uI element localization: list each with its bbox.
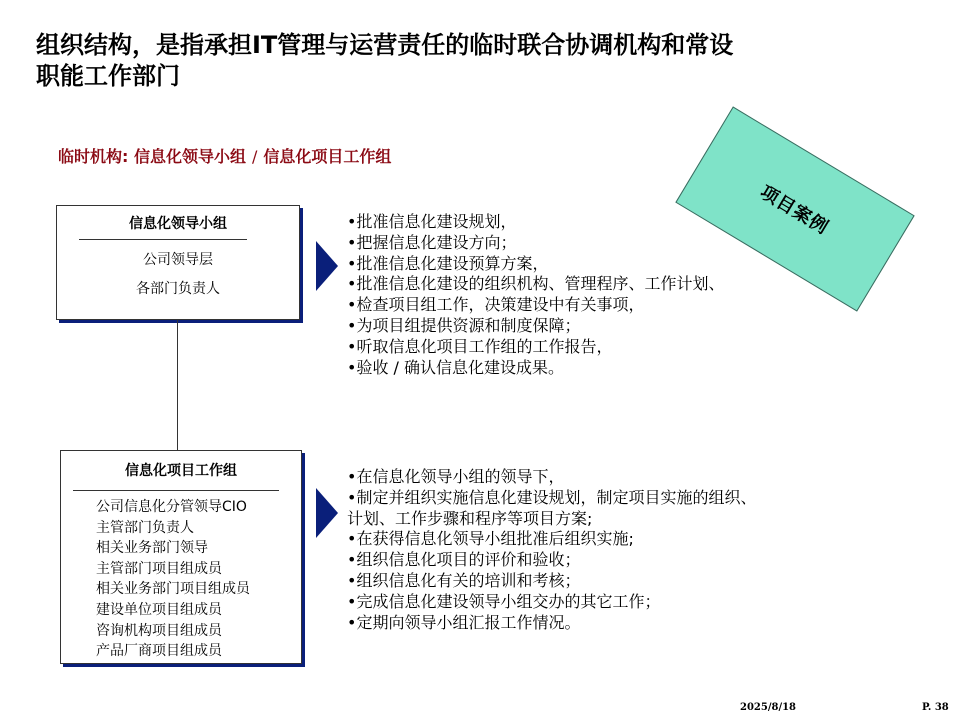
project-group-box <box>60 450 302 664</box>
leadership-duties-arrow-icon <box>316 241 338 291</box>
duty-item: •完成信息化建设领导小组交办的其它工作； <box>347 591 661 611</box>
leadership-group-box <box>56 205 300 320</box>
page-number: P. 38 <box>922 702 949 713</box>
duty-item: •检查项目组工作，决策建设中有关事项， <box>347 295 645 315</box>
section-subtitle <box>58 144 391 167</box>
project-case-label: 项目案例 <box>756 181 833 239</box>
duty-item: •在获得信息化领导小组批准后组织实施; <box>347 529 634 549</box>
footer-date: 2025/8/18 <box>740 702 797 713</box>
subtitle-separator: / <box>251 147 258 166</box>
project-group-member: 建设单位项目组成员 <box>96 601 222 618</box>
leadership-duties-list <box>347 212 724 378</box>
duty-item: •批准信息化建设预算方案， <box>347 253 549 273</box>
duty-item: •在信息化领导小组的领导下， <box>347 467 565 486</box>
project-group-member: 咨询机构项目组成员 <box>96 622 222 639</box>
leadership-group-title: 信息化领导小组 <box>129 216 227 232</box>
duty-item: •定期向领导小组汇报工作情况。 <box>347 612 581 632</box>
project-group-member: 相关业务部门项目组成员 <box>96 581 250 598</box>
page-title: 组织结构，是指承担IT管理与运营责任的临时联合协调机构和常设职能工作部门 <box>36 31 734 90</box>
project-group-members <box>96 497 301 662</box>
duty-item: •组织信息化有关的培训和考核； <box>347 570 581 590</box>
duty-item: •为项目组提供资源和制度保障； <box>347 315 581 335</box>
project-group-member: 相关业务部门领导 <box>96 540 208 557</box>
project-group-title: 信息化项目工作组 <box>125 463 237 479</box>
duty-item: •批准信息化建设的组织机构、管理程序、工作计划、 <box>347 274 725 294</box>
project-duties-list <box>347 467 756 633</box>
duty-item: •听取信息化项目工作组的工作报告， <box>347 336 613 356</box>
duty-item: •批准信息化建设规划， <box>347 212 517 231</box>
duty-item: •把握信息化建设方向； <box>347 232 517 252</box>
leadership-group-divider <box>79 239 247 240</box>
subtitle-project-group: 信息化项目工作组 <box>263 147 392 166</box>
subtitle-leadership: 临时机构: 信息化领导小组 <box>58 147 246 166</box>
leadership-group-member: 各部门负责人 <box>136 281 220 297</box>
project-group-member: 主管部门负责人 <box>96 519 194 536</box>
duty-item: •组织信息化项目的评价和验收； <box>347 550 581 570</box>
duty-item: 计划、工作步骤和程序等项目方案; <box>347 508 593 528</box>
duty-item: •制定并组织实施信息化建设规划，制定项目实施的组织、 <box>347 487 757 507</box>
project-group-member: 公司信息化分管领导CIO <box>96 499 247 515</box>
leadership-group-member: 公司领导层 <box>143 252 213 268</box>
project-group-divider <box>73 490 279 491</box>
duty-item: •验收 / 确认信息化建设成果。 <box>347 357 565 377</box>
project-duties-arrow-icon <box>316 488 338 538</box>
org-connector-line <box>177 320 178 450</box>
project-group-member: 产品厂商项目组成员 <box>96 643 222 660</box>
project-group-member: 主管部门项目组成员 <box>96 560 222 577</box>
